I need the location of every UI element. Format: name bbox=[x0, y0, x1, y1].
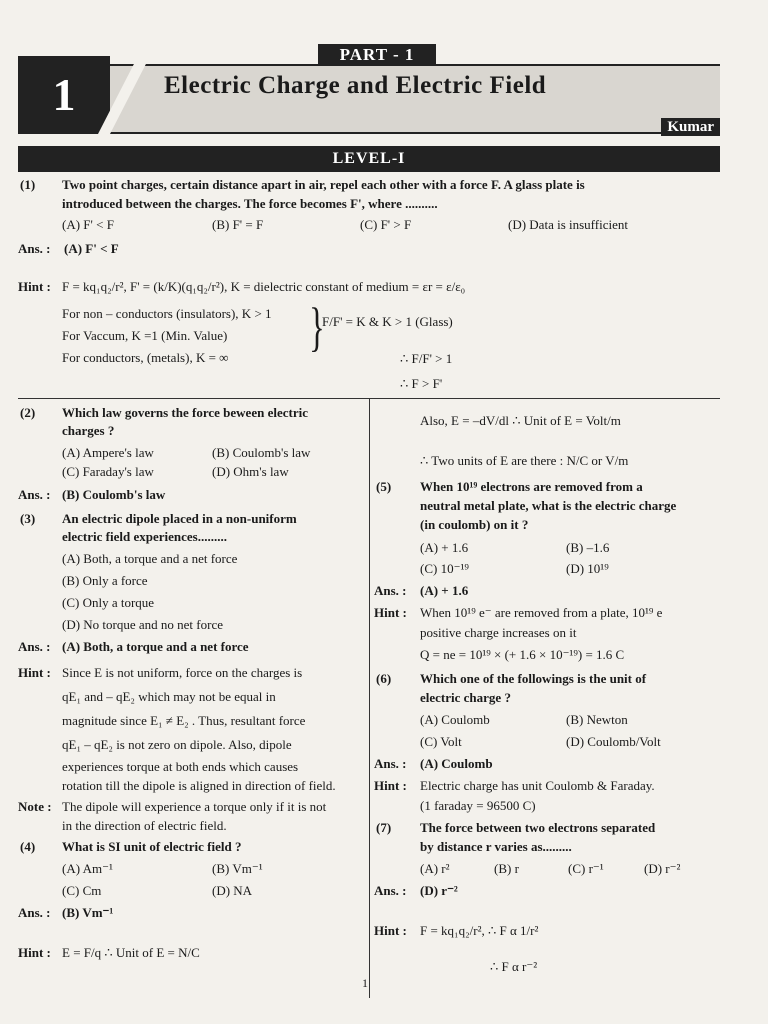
q2-option-b: (B) Coulomb's law bbox=[212, 445, 311, 460]
q2-option-a: (A) Ampere's law bbox=[62, 445, 154, 460]
chapter-number: 1 bbox=[18, 56, 110, 134]
q2-answer-label: Ans. : bbox=[18, 487, 51, 502]
q1-answer: (A) F' < F bbox=[64, 241, 119, 256]
q3-note-line-2: in the direction of electric field. bbox=[62, 818, 227, 833]
q2-option-d: (D) Ohm's law bbox=[212, 464, 289, 479]
q5-option-b: (B) –1.6 bbox=[566, 540, 610, 555]
q3-hint-line-1: Since E is not uniform, force on the charges is bbox=[62, 665, 303, 680]
q1-hint-line-3: For conductors, (metals), K = ∞ bbox=[62, 350, 229, 365]
q1-hint-label: Hint : bbox=[18, 279, 51, 294]
q5-number: (5) bbox=[376, 479, 392, 494]
q4-hint: E = F/q ∴ Unit of E = N/C bbox=[62, 945, 200, 960]
q1-answer-label: Ans. : bbox=[18, 241, 51, 256]
q7-option-a: (A) r² bbox=[420, 861, 450, 876]
q6-hint-line-2: (1 faraday = 96500 C) bbox=[420, 798, 536, 813]
q7-answer: (D) r⁻² bbox=[420, 883, 458, 898]
q3-option-b: (B) Only a force bbox=[62, 573, 148, 588]
q7-hint-line-2: ∴ F α r⁻² bbox=[490, 959, 538, 974]
level-heading: LEVEL-I bbox=[18, 146, 720, 172]
q3-hint-line-3: magnitude since E₁ ≠ E₂ . Thus, resultant force bbox=[62, 713, 306, 728]
q5-option-a: (A) + 1.6 bbox=[420, 540, 469, 555]
q4-option-c: (C) Cm bbox=[62, 883, 102, 898]
author-label: Kumar bbox=[661, 118, 720, 136]
q5-answer-label: Ans. : bbox=[374, 583, 407, 598]
q5-option-d: (D) 10¹⁹ bbox=[566, 561, 609, 576]
q6-option-d: (D) Coulomb/Volt bbox=[566, 734, 661, 749]
q4-text: What is SI unit of electric field ? bbox=[62, 839, 242, 854]
q4-hint-label: Hint : bbox=[18, 945, 51, 960]
q2-option-c: (C) Faraday's law bbox=[62, 464, 154, 479]
q5-answer: (A) + 1.6 bbox=[420, 583, 469, 598]
q1-option-a: (A) F' < F bbox=[62, 217, 114, 232]
q6-hint-label: Hint : bbox=[374, 778, 407, 793]
q1-hint-line-1: For non – conductors (insulators), K > 1 bbox=[62, 306, 272, 321]
q6-hint-line-1: Electric charge has unit Coulomb & Faraday. bbox=[420, 778, 655, 793]
q4-option-b: (B) Vm⁻¹ bbox=[212, 861, 263, 876]
q6-option-b: (B) Newton bbox=[566, 712, 628, 727]
q1-number: (1) bbox=[20, 177, 36, 192]
q5-option-c: (C) 10⁻¹⁹ bbox=[420, 561, 469, 576]
page-number: 1 bbox=[362, 976, 368, 990]
q7-answer-label: Ans. : bbox=[374, 883, 407, 898]
q1-option-d: (D) Data is insufficient bbox=[508, 217, 628, 232]
q3-option-a: (A) Both, a torque and a net force bbox=[62, 551, 238, 566]
q3-number: (3) bbox=[20, 511, 36, 526]
q7-hint-line-1: F = kq₁q₂/r², ∴ F α 1/r² bbox=[420, 923, 539, 938]
q1-text-1: Two point charges, certain distance apart in air, repel each other with a force F. A glass plate is bbox=[62, 177, 585, 192]
unit-of-e-line: Also, E = –dV/dl ∴ Unit of E = Volt/m bbox=[420, 413, 621, 428]
q4-answer-label: Ans. : bbox=[18, 905, 51, 920]
header-slash bbox=[98, 56, 150, 134]
q7-number: (7) bbox=[376, 820, 392, 835]
q5-text-1: When 10¹⁹ electrons are removed from a bbox=[420, 479, 643, 494]
q6-answer: (A) Coulomb bbox=[420, 756, 493, 771]
q7-text-1: The force between two electrons separated bbox=[420, 820, 656, 835]
q3-hint-line-5: experiences torque at both ends which causes bbox=[62, 759, 299, 774]
q5-hint-line-1: When 10¹⁹ e⁻ are removed from a plate, 10¹⁹ e bbox=[420, 605, 663, 620]
q7-option-c: (C) r⁻¹ bbox=[568, 861, 604, 876]
q2-answer: (B) Coulomb's law bbox=[62, 487, 166, 502]
q1-hint-right-2: ∴ F/F' > 1 bbox=[400, 351, 453, 366]
q7-hint-label: Hint : bbox=[374, 923, 407, 938]
q2-number: (2) bbox=[20, 405, 36, 420]
q7-option-b: (B) r bbox=[494, 861, 519, 876]
q1-hint-equation: F = kq₁q₂/r², F' = (k/K)(q₁q₂/r²), K = dielectric constant of medium = εr = ε/ε₀ bbox=[62, 279, 466, 294]
q7-option-d: (D) r⁻² bbox=[644, 861, 681, 876]
q3-option-d: (D) No torque and no net force bbox=[62, 617, 223, 632]
chapter-header bbox=[18, 42, 720, 138]
q6-number: (6) bbox=[376, 671, 392, 686]
chapter-title: Electric Charge and Electric Field bbox=[164, 72, 547, 99]
q3-hint-label: Hint : bbox=[18, 665, 51, 680]
q6-option-a: (A) Coulomb bbox=[420, 712, 490, 727]
column-divider bbox=[369, 398, 370, 998]
q6-text-2: electric charge ? bbox=[420, 690, 511, 705]
q1-hint-line-2: For Vaccum, K =1 (Min. Value) bbox=[62, 328, 228, 343]
q6-answer-label: Ans. : bbox=[374, 756, 407, 771]
q3-option-c: (C) Only a torque bbox=[62, 595, 155, 610]
q3-note-line-1: The dipole will experience a torque only if it is not bbox=[62, 799, 327, 814]
q1-option-c: (C) F' > F bbox=[360, 217, 412, 232]
two-units-line: ∴ Two units of E are there : N/C or V/m bbox=[420, 453, 629, 468]
q3-answer: (A) Both, a torque and a net force bbox=[62, 639, 249, 654]
q3-answer-label: Ans. : bbox=[18, 639, 51, 654]
q6-option-c: (C) Volt bbox=[420, 734, 462, 749]
q3-text-2: electric field experiences......... bbox=[62, 529, 227, 544]
q4-option-a: (A) Am⁻¹ bbox=[62, 861, 113, 876]
q1-option-b: (B) F' = F bbox=[212, 217, 264, 232]
q1-hint-right-3: ∴ F > F' bbox=[400, 376, 443, 391]
brace-symbol: } bbox=[309, 297, 325, 357]
q1-hint-right-1: F/F' = K & K > 1 (Glass) bbox=[322, 314, 453, 329]
q4-option-d: (D) NA bbox=[212, 883, 253, 898]
q5-hint-line-2: positive charge increases on it bbox=[420, 625, 577, 640]
q3-text-1: An electric dipole placed in a non-uniform bbox=[62, 511, 297, 526]
q6-text-1: Which one of the followings is the unit of bbox=[420, 671, 647, 686]
q3-note-label: Note : bbox=[18, 799, 52, 814]
q5-hint-label: Hint : bbox=[374, 605, 407, 620]
q2-text-2: charges ? bbox=[62, 423, 115, 438]
part-label: PART - 1 bbox=[318, 44, 436, 66]
q3-hint-line-6: rotation till the dipole is aligned in direction of field. bbox=[62, 778, 336, 793]
q4-answer: (B) Vm⁻¹ bbox=[62, 905, 114, 920]
q7-text-2: by distance r varies as......... bbox=[420, 839, 572, 854]
q3-hint-line-2: qE₁ and – qE₂ which may not be equal in bbox=[62, 689, 276, 704]
q3-hint-line-4: qE₁ – qE₂ is not zero on dipole. Also, dipole bbox=[62, 737, 292, 752]
q1-text-2: introduced between the charges. The force becomes F', where .......... bbox=[62, 196, 438, 211]
q4-number: (4) bbox=[20, 839, 36, 854]
q2-text-1: Which law governs the force beween electric bbox=[62, 405, 308, 420]
q5-hint-line-3: Q = ne = 10¹⁹ × (+ 1.6 × 10⁻¹⁹) = 1.6 C bbox=[420, 647, 625, 662]
q5-text-3: (in coulomb) on it ? bbox=[420, 517, 529, 532]
q5-text-2: neutral metal plate, what is the electric charge bbox=[420, 498, 677, 513]
